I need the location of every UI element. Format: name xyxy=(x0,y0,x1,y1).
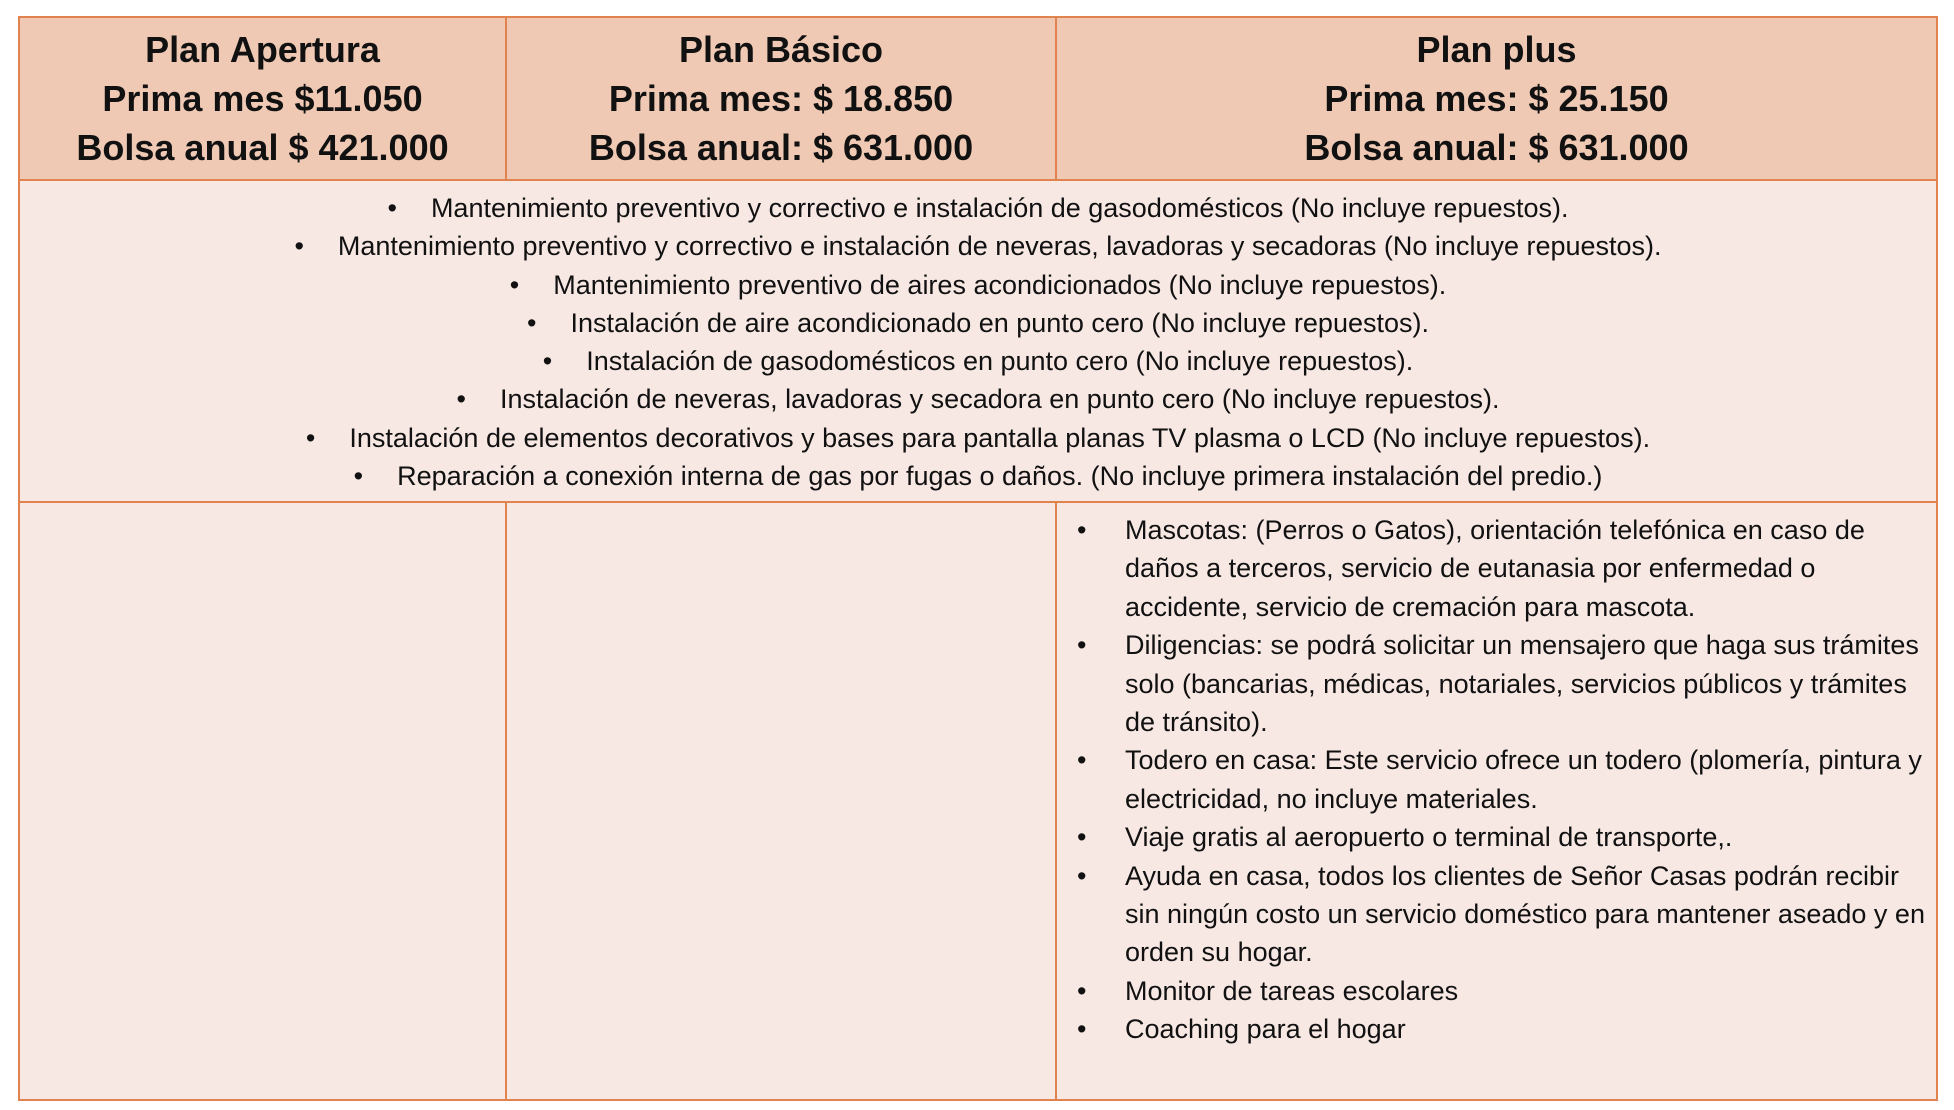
shared-service-text: Mantenimiento preventivo y correctivo e instalación de gasodomésticos (No incluye repuestos). xyxy=(430,193,1569,223)
shared-service-text: Mantenimiento preventivo y correctivo e instalación de neveras, lavadoras y secadoras (No incluye repuestos). xyxy=(337,231,1662,262)
plus-service-text: Viaje gratis al aeropuerto o terminal de transporte,. xyxy=(1125,822,1733,853)
plans-header-row xyxy=(19,17,1937,180)
plus-service-text: Diligencias: se podrá solicitar un mensajero que haga sus trámites solo (bancarias, médicas, notariales, servicios públicos y trámites de tránsito). xyxy=(1125,630,1919,738)
bullet-icon: • xyxy=(1077,515,1087,545)
shared-services-row xyxy=(19,180,1937,502)
plan-name: Plan Apertura xyxy=(145,29,380,70)
plus-service-item xyxy=(1073,818,1926,856)
plus-service-item xyxy=(1073,511,1926,626)
bullet-icon: • xyxy=(509,269,520,300)
plan-annual-pool: Bolsa anual: $ 631.000 xyxy=(1304,127,1689,168)
shared-service-item xyxy=(20,266,1936,304)
plus-service-text: Mascotas: (Perros o Gatos), orientación telefónica en caso de daños a terceros, servicio de eutanasia por enfermedad o accidente, servicio de cremación para mascota. xyxy=(1125,515,1865,622)
shared-service-text: Instalación de aire acondicionado en punto cero (No incluye repuestos). xyxy=(570,307,1429,338)
bullet-icon: • xyxy=(542,346,553,377)
extra-services-row xyxy=(19,502,1937,1100)
plan-apertura-header xyxy=(19,17,506,180)
plus-service-text: Monitor de tareas escolares xyxy=(1125,975,1459,1006)
shared-service-item xyxy=(20,419,1936,457)
shared-service-text: Mantenimiento preventivo de aires acondicionados (No incluye repuestos). xyxy=(553,269,1447,300)
plan-basico-header xyxy=(506,17,1056,180)
shared-service-item xyxy=(20,380,1936,418)
bullet-icon: • xyxy=(1077,1014,1087,1045)
shared-service-item xyxy=(20,227,1936,265)
plus-service-text: Todero en casa: Este servicio ofrece un todero (plomería, pintura y electricidad, no incluye materiales. xyxy=(1125,745,1922,814)
bullet-icon: • xyxy=(1077,630,1087,661)
shared-service-item xyxy=(20,342,1936,380)
plan-plus-extras-cell xyxy=(1056,502,1937,1100)
bullet-icon: • xyxy=(1077,860,1087,891)
plan-premium: Prima mes: $ 18.850 xyxy=(608,78,954,119)
bullet-icon: • xyxy=(1077,745,1087,776)
shared-services-cell xyxy=(19,180,1937,502)
bullet-icon: • xyxy=(1077,975,1087,1006)
plan-name: Plan plus xyxy=(1416,29,1577,70)
plan-plus-header xyxy=(1056,17,1937,180)
shared-service-item xyxy=(20,457,1936,495)
plus-service-text: Ayuda en casa, todos los clientes de Señor Casas podrán recibir sin ningún costo un servicio doméstico para mantener aseado y en orden su hogar. xyxy=(1125,860,1925,968)
shared-service-item xyxy=(20,304,1936,342)
plus-service-item xyxy=(1073,972,1926,1010)
shared-service-text: Instalación de elementos decorativos y bases para pantalla planas TV plasma o LCD (No incluye repuestos). xyxy=(349,422,1651,453)
bullet-icon: • xyxy=(305,422,316,453)
bullet-icon: • xyxy=(456,384,466,415)
plus-service-text: Coaching para el hogar xyxy=(1125,1014,1406,1045)
bullet-icon: • xyxy=(387,193,397,223)
shared-service-text: Instalación de gasodomésticos en punto cero (No incluye repuestos). xyxy=(586,346,1414,377)
plus-service-item xyxy=(1073,1010,1926,1048)
shared-service-text: Instalación de neveras, lavadoras y secadora en punto cero (No incluye repuestos). xyxy=(499,384,1500,415)
bullet-icon: • xyxy=(1077,822,1087,853)
bullet-icon: • xyxy=(353,461,364,492)
bullet-icon: • xyxy=(294,231,304,262)
shared-service-text: Reparación a conexión interna de gas por fugas o daños. (No incluye primera instalación del predio.) xyxy=(397,461,1603,492)
shared-services-list xyxy=(20,189,1936,495)
plan-annual-pool: Bolsa anual $ 421.000 xyxy=(76,127,449,168)
shared-service-item xyxy=(20,189,1936,227)
plan-premium: Prima mes: $ 25.150 xyxy=(1324,78,1669,119)
plus-services-list xyxy=(1073,511,1926,1049)
plan-apertura-extras-cell xyxy=(19,502,506,1100)
bullet-icon: • xyxy=(527,307,537,338)
plan-basico-extras-cell xyxy=(506,502,1056,1100)
plus-service-item xyxy=(1073,857,1926,972)
plus-service-item xyxy=(1073,626,1926,741)
plan-premium: Prima mes $11.050 xyxy=(102,78,423,119)
plus-service-item xyxy=(1073,741,1926,818)
plans-comparison-table xyxy=(18,16,1938,1101)
plan-annual-pool: Bolsa anual: $ 631.000 xyxy=(588,127,974,168)
plan-name: Plan Básico xyxy=(678,29,884,70)
